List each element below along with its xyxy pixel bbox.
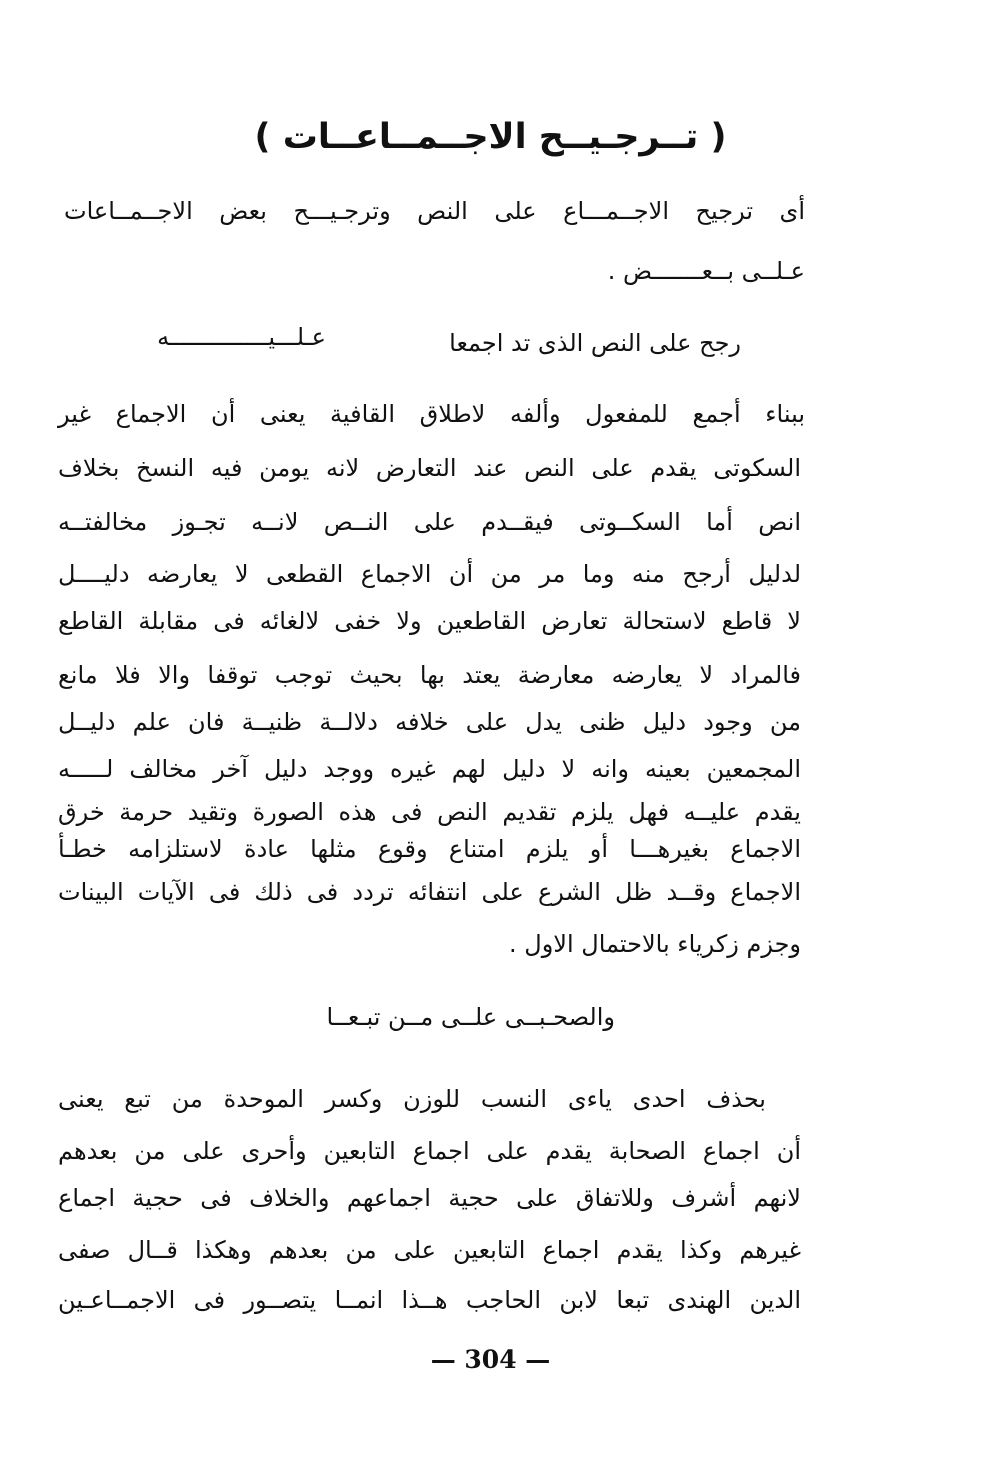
- paragraph-1-line: الاجماع بغيرهـــا أو يلزم امتناع وقوع مثلها عادة لاستلزامه خطـأ: [58, 835, 801, 863]
- paragraph-1-line: الاجماع وقــد ظل الشرع على انتفائه تردد فى ذلك فى الآيات البينات: [58, 878, 801, 906]
- verse-1-first-hemistich: رجح على النص الذى تد اجمعا: [449, 329, 741, 357]
- paragraph-2-line: بحذف احدى ياءى النسب للوزن وكسر الموحدة من تبع يعنى: [58, 1085, 766, 1113]
- paragraph-1-line: فالمراد لا يعارضه معارضة يعتد بها بحيث توجب توقفا والا فلا مانع: [58, 661, 801, 689]
- paragraph-1-line: ببناء أجمع للمفعول وألفه لاطلاق القافية يعنى أن الاجماع غير: [58, 400, 805, 428]
- paragraph-1-last-line: وجزم زكرياء بالاحتمال الاول .: [509, 930, 801, 958]
- intro-line-1: أى ترجيح الاجــمـــاع على النص وترجـيـــح بعض الاجــمــاعات: [64, 197, 805, 225]
- paragraph-1-line: انص أما السكــوتى فيقــدم على النــص لانــه تجـوز مخالفتــه: [58, 508, 801, 536]
- paragraph-1-line: لدليل أرجح منه وما مر من أن الاجماع القطعى لا يعارضه دليــــل: [58, 560, 801, 588]
- paragraph-2-line: لانهم أشرف وللاتفاق على حجية اجماعهم والخلاف فى حجية اجماع: [58, 1184, 801, 1212]
- verse-1-second-hemistich: عـلـــيــــــــــــــه: [157, 323, 326, 351]
- paragraph-1-line: يقدم عليــه فهل يلزم تقديم النص فى هذه الصورة وتقيد حرمة خرق: [58, 798, 801, 826]
- verse-2: والصحـبــى علــى مــن تبـعــا: [326, 1003, 615, 1031]
- page-number: — 304 —: [430, 1345, 551, 1374]
- paragraph-1-line: المجمعين بعينه وانه لا دليل لهم غيره ووجد دليل آخر مخالف لـــــه: [58, 755, 801, 783]
- paragraph-1-line: لا قاطع لاستحالة تعارض القاطعين ولا خفى لالغائه فى مقابلة القاطع: [58, 607, 801, 635]
- paragraph-2-line: الدين الهندى تبعا لابن الحاجب هــذا انمــا يتصــور فى الاجمــاعـين: [58, 1286, 801, 1314]
- paragraph-2-line: غيرهم وكذا يقدم اجماع التابعين على من بعدهم وهكذا قــال صفى: [58, 1236, 801, 1264]
- intro-line-2: عـلــى بــعـــــــض .: [607, 257, 805, 285]
- paragraph-2-line: أن اجماع الصحابة يقدم على اجماع التابعين وأحرى على من بعدهم: [58, 1137, 801, 1165]
- paragraph-1-line: السكوتى يقدم على النص عند التعارض لانه يومن فيه النسخ بخلاف: [58, 454, 801, 482]
- section-heading: ( تــرجـيــح الاجــمــاعــات ): [254, 117, 727, 157]
- paragraph-1-line: من وجود دليل ظنى يدل على خلافه دلالــة ظنيــة فان علم دليــل: [58, 708, 801, 736]
